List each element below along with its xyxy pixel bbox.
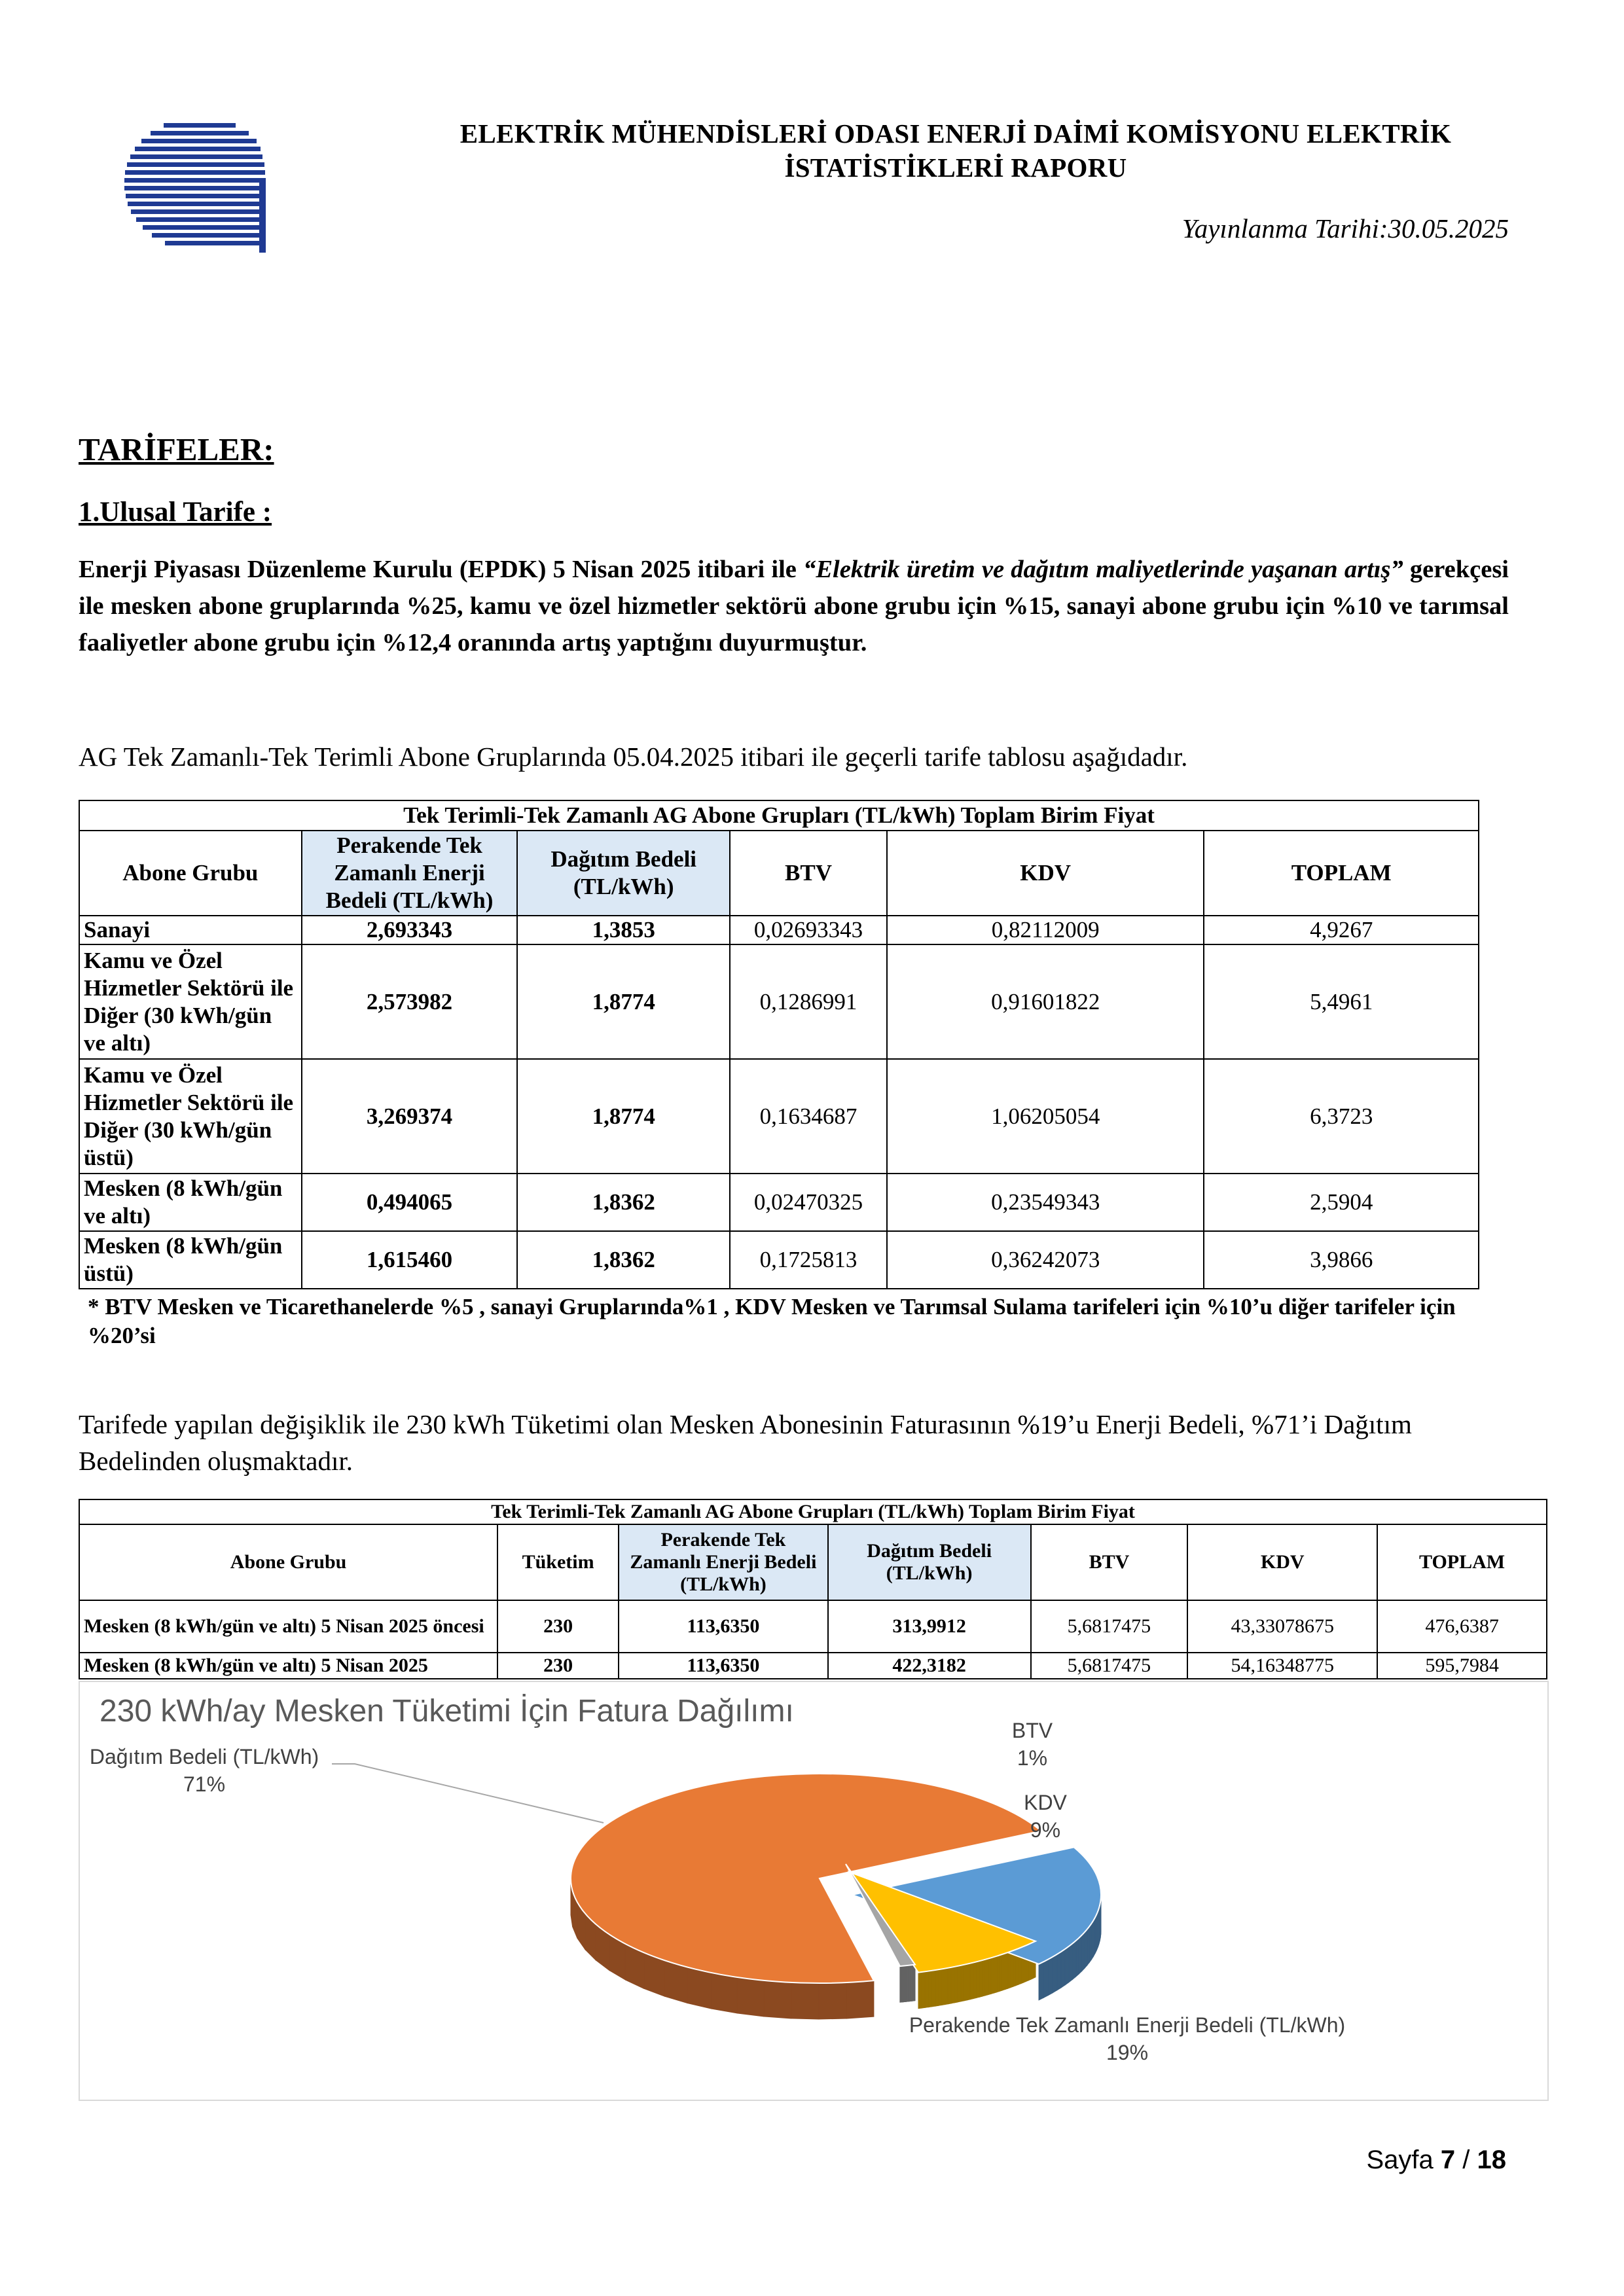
pie-slice-side (1087, 1926, 1090, 1965)
pie-slice-side (1069, 1943, 1072, 1982)
pie-slice-side (791, 1982, 819, 2019)
pie-slice-side (973, 1962, 977, 1998)
pie-slice-side (991, 1957, 994, 1994)
pie-slice-side (1011, 1950, 1013, 1987)
pie-slice-side (976, 1961, 979, 1998)
invoice-distribution-chart (79, 1681, 1549, 2101)
table-row: Mesken (8 kWh/gün üstü) 1,615460 1,8362 0,1725813 0,36242073 3,9866 (79, 1231, 1479, 1289)
pie-slice-side (1072, 1941, 1075, 1979)
column-header: Abone Grubu (79, 1524, 497, 1600)
pie-slice-side (1000, 1954, 1002, 1991)
pie-slice-side (1049, 1957, 1053, 1996)
pie-slice-side (948, 1967, 951, 2004)
pie-slice-side (931, 1970, 935, 2007)
pie-slice-side (988, 1958, 991, 1994)
pie-slice-side (1057, 1952, 1061, 1990)
pie-slice-side (819, 1982, 846, 2019)
column-header: Abone Grubu (79, 831, 302, 916)
slice-label: Dağıtım Bedeli (TL/kWh) 71% (89, 1745, 319, 1796)
table-footnote: * BTV Mesken ve Ticarethanelerde %5 , sanayi Gruplarında%1 , KDV Mesken ve Tarımsal Sulama tarifeleri için %10’u diğer tarifeler için %20’si (88, 1294, 1456, 1348)
pie-slice-side (687, 1967, 712, 2009)
table-title: Tek Terimli-Tek Zamanlı AG Abone Grupları (TL/kWh) Toplam Birim Fiyat (79, 1499, 1547, 1524)
column-header: Perakende Tek Zamanlı Enerji Bedeli (TL/kWh) (302, 831, 518, 916)
pie-slice-side (979, 1960, 983, 1997)
column-header: Tüketim (497, 1524, 619, 1600)
pie-slice-side (1005, 1952, 1008, 1989)
column-header: TOPLAM (1377, 1524, 1547, 1600)
slice-label: KDV 9% (1024, 1791, 1067, 1842)
table-row: Kamu ve Özel Hizmetler Sektörü ile Diğer (30 kWh/gün ve altı) 2,573982 1,8774 0,1286991 0,91601822 5,4961 (79, 944, 1479, 1059)
pie-slice-side (1043, 1959, 1048, 1998)
pie-slice-side (983, 1960, 986, 1996)
column-header: Dağıtım Bedeli (TL/kWh) (517, 831, 730, 916)
pie-chart-svg (80, 1682, 1547, 2100)
table-row: Mesken (8 kWh/gün ve altı) 0,494065 1,8362 0,02470325 0,23549343 2,5904 (79, 1174, 1479, 1231)
column-header: TOPLAM (1204, 831, 1479, 916)
pie-slice-side (994, 1956, 996, 1993)
pie-slice-side (1082, 1932, 1085, 1971)
report-title: ELEKTRİK MÜHENDİSLERİ ODASI ENERJİ DAİMİ KOMİSYONU ELEKTRİK İSTATİSTİKLERİ RAPORU (460, 118, 1452, 183)
invoice-table (79, 1499, 1547, 1679)
tariff-table (79, 800, 1479, 1289)
table-title: Tek Terimli-Tek Zamanlı AG Abone Grupları (TL/kWh) Toplam Birim Fiyat (79, 800, 1479, 831)
column-header: KDV (1187, 1524, 1377, 1600)
table-row: Kamu ve Özel Hizmetler Sektörü ile Diğer (30 kWh/gün üstü) 3,269374 1,8774 0,1634687 1,06205054 6,3723 (79, 1059, 1479, 1174)
column-header: KDV (887, 831, 1204, 916)
pie-slice-side (737, 1977, 764, 2017)
section-title: TARİFELER: (79, 431, 274, 467)
pie-slice-side (1085, 1929, 1087, 1968)
pie-slice-side (1008, 1952, 1011, 1988)
pie-slice-side (961, 1965, 964, 2001)
pie-slice-side (985, 1959, 988, 1996)
table1-intro: AG Tek Zamanlı-Tek Terimli Abone Gruplarında 05.04.2025 itibari ile geçerli tarife tablosu aşağıdadır. (79, 742, 1188, 772)
table-row: Mesken (8 kWh/gün ve altı) 5 Nisan 2025 230 113,6350 422,3182 5,6817475 54,16348775 595,7984 (79, 1653, 1547, 1679)
pie-slice-side (922, 1971, 925, 2008)
pie-slice-side (935, 1969, 939, 2006)
table-row: Sanayi 2,693343 1,3853 0,02693343 0,82112009 4,9267 (79, 916, 1479, 944)
pie-slice-side (958, 1965, 961, 2002)
pie-slice-side (1039, 1962, 1043, 2000)
table-row: Mesken (8 kWh/gün ve altı) 5 Nisan 2025 öncesi 230 113,6350 313,9912 5,6817475 43,33078675 476,6387 (79, 1600, 1547, 1653)
table2-intro: Tarifede yapılan değişiklik ile 230 kWh Tüketimi olan Mesken Abonesinin Faturasının %19’u Enerji Bedeli, %71’i Dağıtım Bedelinden oluşmaktadır. (79, 1409, 1412, 1476)
column-header: Perakende Tek Zamanlı Enerji Bedeli (TL/kWh) (619, 1524, 828, 1600)
pie-slice-side (1061, 1949, 1065, 1988)
pie-slice-side (1076, 1938, 1079, 1977)
leader-line (332, 1764, 604, 1823)
slice-label: Perakende Tek Zamanlı Enerji Bedeli (TL/kWh) 19% (909, 2013, 1346, 2064)
pie-slice-side (1002, 1954, 1005, 1990)
pie-slice-side (846, 1981, 874, 2018)
intro-paragraph: Enerji Piyasası Düzenleme Kurulu (EPDK) 5 Nisan 2025 itibari ile “Elektrik üretim ve dağıtım maliyetlerinde yaşanan artış” gerekçesi ile mesken abone gruplarında %25, kamu ve özel hizmetler sektörü abone grubu için %15, sanayi abone grubu için %10 ve tarımsal faaliyetler abone grubu için %12,4 oranında artış yaptığını duyurmuştur. (79, 556, 1509, 656)
pie-slice-side (764, 1981, 791, 2018)
pie-slice-side (954, 1966, 958, 2003)
pie-slice-side (712, 1973, 737, 2013)
chart-title: 230 kWh/ay Mesken Tüketimi İçin Fatura Dağılımı (99, 1694, 794, 1729)
pie-slice-side (1065, 1946, 1069, 1985)
column-header: Dağıtım Bedeli (TL/kWh) (828, 1524, 1031, 1600)
pie-slice-side (970, 1963, 973, 2000)
pie-slice-side (997, 1955, 1000, 1992)
pie-slice-side (942, 1969, 945, 2005)
slice-label: BTV 1% (1011, 1719, 1053, 1770)
pie-slice-side (1053, 1954, 1057, 1993)
pie-slice-side (951, 1967, 954, 2003)
emo-logo (124, 118, 281, 262)
pie-slice-side (967, 1964, 970, 2000)
pie-slice-side (928, 1971, 931, 2007)
publication-date: Yayınlanma Tarihi:30.05.2025 (1182, 213, 1509, 243)
pie-slice-side (1079, 1935, 1082, 1973)
section-subtitle: 1.Ulusal Tarife : (79, 497, 272, 528)
page-number: Sayfa 7 / 18 (1366, 2145, 1506, 2174)
pie-slice-side (918, 1972, 922, 2009)
column-header: BTV (1031, 1524, 1188, 1600)
pie-slice-side (939, 1969, 942, 2005)
column-header: BTV (730, 831, 887, 916)
pie-slice-side (945, 1968, 948, 2005)
pie-slice-side (964, 1964, 967, 2001)
pie-slice-side (900, 1966, 901, 2002)
pie-slice-side (925, 1971, 928, 2008)
